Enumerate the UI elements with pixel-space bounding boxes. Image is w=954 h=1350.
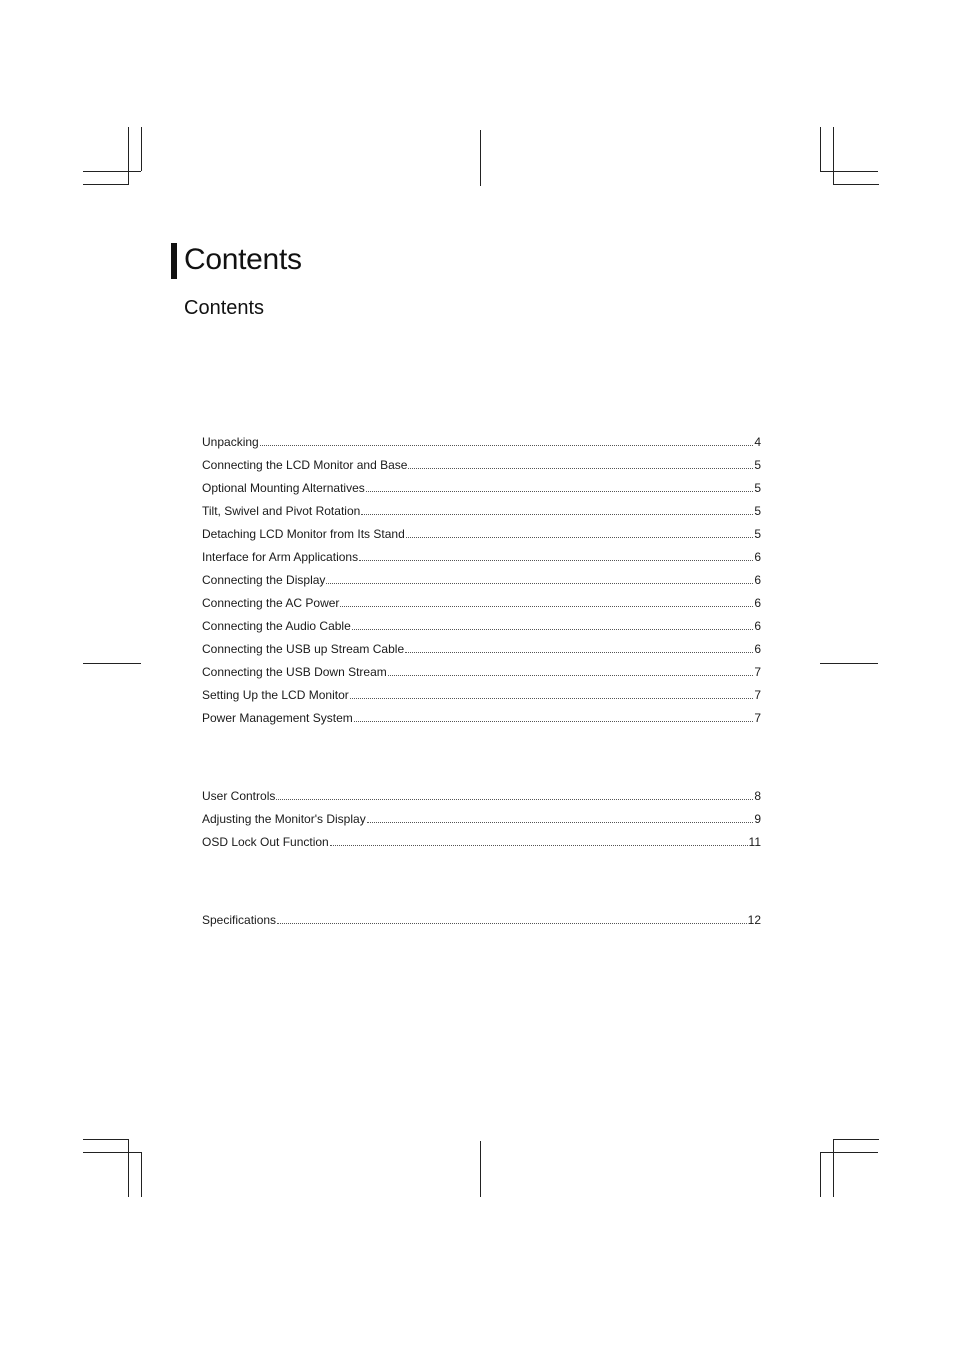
toc-dot-leader xyxy=(276,799,753,800)
toc-dot-leader xyxy=(352,629,754,630)
toc-dot-leader xyxy=(359,560,753,561)
toc-entry[interactable] xyxy=(202,526,761,549)
page-subtitle: Contents xyxy=(184,297,265,319)
toc-entry-page-number: 6 xyxy=(754,642,761,656)
toc-group-installation xyxy=(202,434,761,733)
toc-entry-page-number: 5 xyxy=(754,504,761,518)
toc-entry[interactable] xyxy=(202,788,761,811)
toc-entry-label: Connecting the AC Power xyxy=(202,596,340,610)
toc-group-specifications xyxy=(202,912,761,935)
toc-entry-label: Connecting the LCD Monitor and Base xyxy=(202,458,408,472)
toc-entry[interactable] xyxy=(202,457,761,480)
toc-entry[interactable] xyxy=(202,834,761,857)
toc-dot-leader xyxy=(340,606,753,607)
toc-entry-label: Setting Up the LCD Monitor xyxy=(202,688,349,702)
toc-entry-page-number: 5 xyxy=(754,458,761,472)
toc-entry[interactable] xyxy=(202,618,761,641)
toc-entry[interactable] xyxy=(202,549,761,572)
toc-entry-page-number: 12 xyxy=(747,913,761,927)
toc-entry-label: Connecting the Audio Cable xyxy=(202,619,351,633)
toc-entry[interactable] xyxy=(202,503,761,526)
toc-entry[interactable] xyxy=(202,710,761,733)
toc-entry-label: Adjusting the Monitor's Display xyxy=(202,812,366,826)
toc-entry-label: OSD Lock Out Function xyxy=(202,835,329,849)
toc-entry[interactable] xyxy=(202,687,761,710)
toc-dot-leader xyxy=(277,923,747,924)
toc-entry[interactable] xyxy=(202,434,761,457)
toc-dot-leader xyxy=(350,698,754,699)
toc-dot-leader xyxy=(354,721,754,722)
toc-dot-leader xyxy=(361,514,753,515)
toc-entry[interactable] xyxy=(202,664,761,687)
page-title: Contents xyxy=(184,243,302,276)
toc-entry-page-number: 7 xyxy=(754,688,761,702)
toc-dot-leader xyxy=(330,845,748,846)
toc-entry[interactable] xyxy=(202,572,761,595)
toc-entry-label: Connecting the Display xyxy=(202,573,326,587)
toc-group-controls xyxy=(202,788,761,857)
toc-entry-page-number: 4 xyxy=(754,435,761,449)
toc-entry-page-number: 7 xyxy=(754,665,761,679)
toc-dot-leader xyxy=(406,537,754,538)
toc-entry-page-number: 11 xyxy=(748,835,761,849)
toc-entry-page-number: 6 xyxy=(754,619,761,633)
toc-entry-page-number: 5 xyxy=(754,527,761,541)
toc-dot-leader xyxy=(405,652,753,653)
toc-entry-label: Specifications xyxy=(202,913,277,927)
toc-entry-label: Connecting the USB up Stream Cable xyxy=(202,642,405,656)
toc-entry[interactable] xyxy=(202,811,761,834)
title-accent-bar xyxy=(171,243,177,279)
toc-dot-leader xyxy=(367,822,754,823)
toc-entry[interactable] xyxy=(202,480,761,503)
toc-dot-leader xyxy=(388,675,754,676)
toc-dot-leader xyxy=(366,491,754,492)
toc-entry-page-number: 7 xyxy=(754,711,761,725)
toc-entry-page-number: 6 xyxy=(754,573,761,587)
toc-entry-page-number: 6 xyxy=(754,550,761,564)
toc-dot-leader xyxy=(326,583,753,584)
toc-dot-leader xyxy=(260,445,754,446)
toc-entry-label: Optional Mounting Alternatives xyxy=(202,481,365,495)
toc-entry-label: Interface for Arm Applications xyxy=(202,550,359,564)
toc-entry-label: Unpacking xyxy=(202,435,259,449)
toc-entry-page-number: 5 xyxy=(754,481,761,495)
toc-entry-label: Tilt, Swivel and Pivot Rotation xyxy=(202,504,361,518)
toc-entry-page-number: 9 xyxy=(754,812,761,826)
toc-entry-page-number: 8 xyxy=(754,789,761,803)
toc-dot-leader xyxy=(408,468,753,469)
toc-entry-label: Detaching LCD Monitor from Its Stand xyxy=(202,527,405,541)
toc-entry[interactable] xyxy=(202,912,761,935)
toc-entry[interactable] xyxy=(202,641,761,664)
toc-entry-label: Connecting the USB Down Stream xyxy=(202,665,387,679)
toc-entry-label: Power Management System xyxy=(202,711,353,725)
toc-entry-page-number: 6 xyxy=(754,596,761,610)
toc-entry-label: User Controls xyxy=(202,789,276,803)
toc-entry[interactable] xyxy=(202,595,761,618)
